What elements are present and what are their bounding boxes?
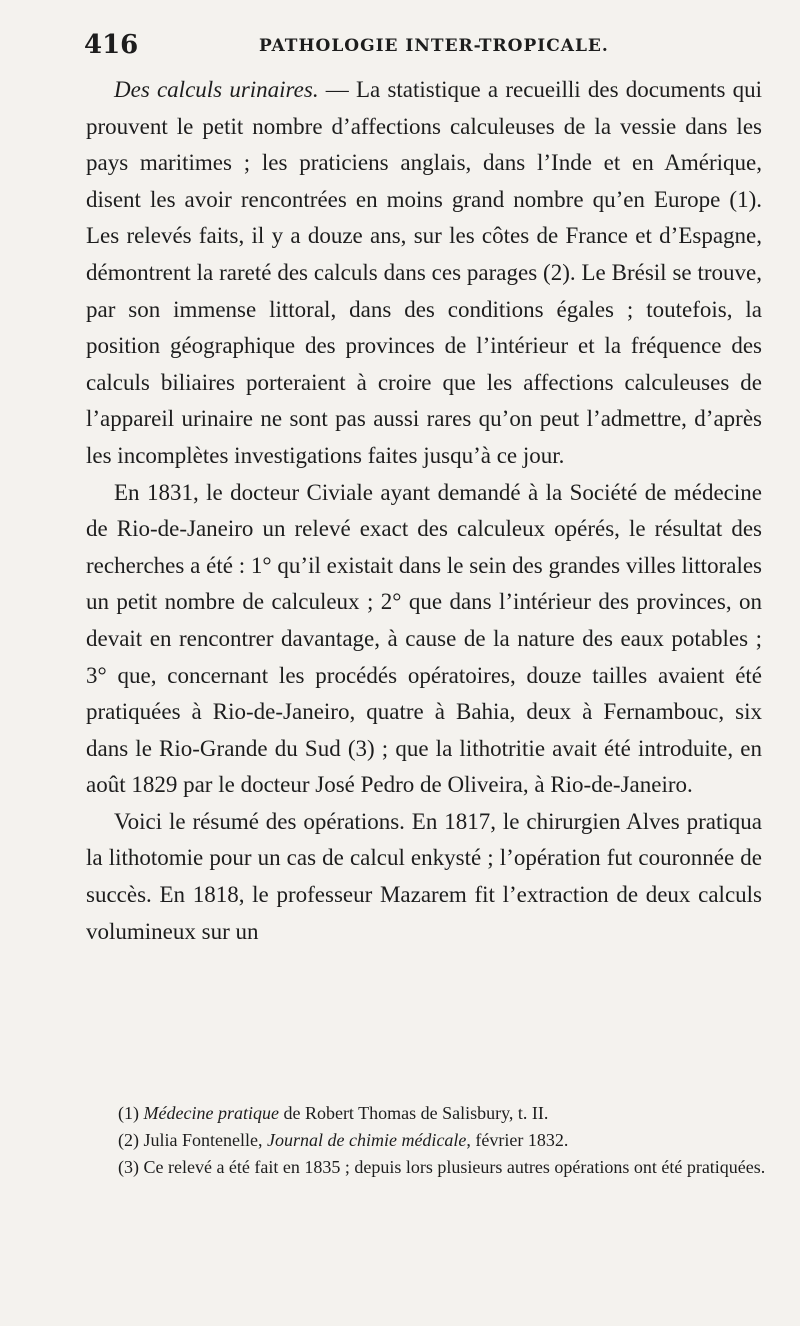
footnote-3: (3) Ce relevé a été fait en 1835 ; depuis lors plusieurs autres opérations ont été pratiquées.	[118, 1157, 766, 1177]
footnote-1-text: de Robert Thomas de Salisbury, t. II.	[278, 1103, 549, 1123]
footnote-2-author: Julia Fontenelle,	[143, 1130, 267, 1150]
footnote-1-number: (1)	[118, 1103, 144, 1123]
paragraph-1	[86, 72, 762, 475]
page-header	[84, 28, 764, 68]
footnote-1	[118, 1100, 768, 1127]
paragraph-1-text: — La statistique a recueilli des documents qui prouvent le petit nombre d’affections calculeuses de la vessie dans les pays maritimes ; les praticiens anglais, dans l’Inde et en Amérique, disent les avoir rencontrées en moins grand nombre qu’en Europe (1). Les relevés faits, il y a douze ans, sur les côtes de France et d’Espagne, démontrent la rareté des calculs dans ces parages (2). Le Brésil se trouve, par son immense littoral, dans des conditions égales ; toutefois, la position géographique des provinces de l’intérieur et la fréquence des calculs biliaires porteraient à croire que les affections calculeuses de l’appareil urinaire ne sont pas aussi rares qu’on peut l’admettre, d’après les incomplètes investigations faites jusqu’à ce jour.	[86, 77, 763, 468]
paragraph-3: Voici le résumé des opérations. En 1817, le chirurgien Alves pratiqua la lithotomie pour un cas de calcul enkysté ; l’opération fut couronnée de succès. En 1818, le professeur Mazarem fit l’extraction de deux calculs volumineux sur un	[86, 808, 762, 944]
footnote-2	[118, 1127, 768, 1154]
footnote-2-number: (2)	[118, 1130, 144, 1150]
footnote-2-text: , février 1832.	[466, 1130, 569, 1150]
footnote-1-work: Médecine pratique	[143, 1103, 279, 1123]
footnote-2-work: Journal de chimie médicale	[266, 1130, 467, 1150]
running-head: PATHOLOGIE INTER-TROPICALE.	[259, 36, 609, 56]
page-number: 416	[84, 30, 139, 60]
paragraph-2: En 1831, le docteur Civiale ayant demandé à la Société de médecine de Rio-de-Janeiro un relevé exact des calculeux opérés, le résultat des recherches a été : 1° qu’il existait dans le sein des grandes villes littorales un petit nombre de calculeux ; 2° que dans l’intérieur des provinces, on devait en rencontrer davantage, à cause de la nature des eaux potables ; 3° que, concernant les procédés opératoires, douze tailles avaient été pratiquées à Rio-de-Janeiro, quatre à Bahia, deux à Fernambouc, six dans le Rio-Grande du Sud (3) ; que la lithotritie avait été introduite, en août 1829 par le docteur José Pedro de Oliveira, à Rio-de-Janeiro.	[86, 479, 762, 798]
main-text	[86, 72, 762, 950]
footnotes	[118, 1100, 768, 1181]
section-title: Des calculs urinaires.	[114, 77, 319, 102]
